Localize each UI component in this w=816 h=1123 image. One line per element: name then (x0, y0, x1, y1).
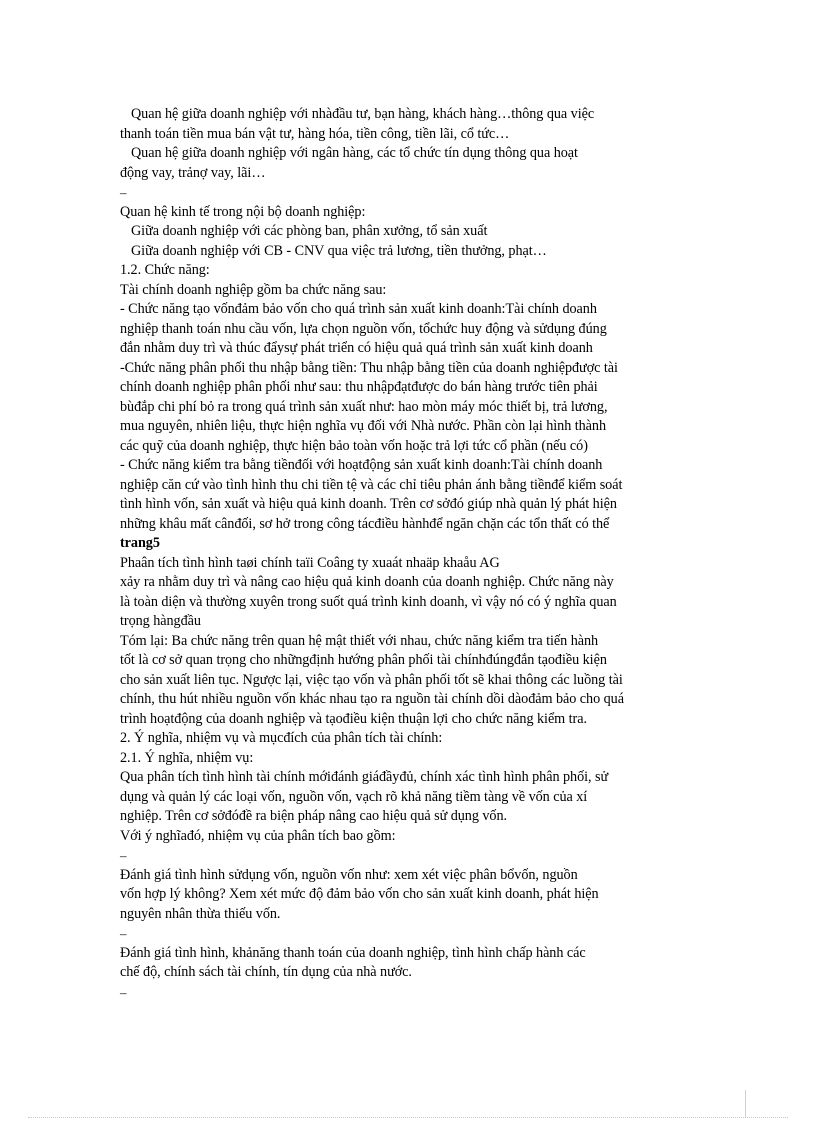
text-line: Quan hệ giữa doanh nghiệp với ngân hàng, các tổ chức tín dụng thông qua hoạt (120, 145, 567, 161)
text-line: nghiệp. Trên cơ sởđóđề ra biện pháp nâng cao hiệu quả sử dụng vốn. (120, 808, 508, 824)
document-body (120, 105, 710, 1002)
text-line: Quan hệ giữa doanh nghiệp với nhàđầu tư, bạn hàng, khách hàng…thông qua việc (120, 106, 584, 122)
text-line: tình hình vốn, sản xuất và hiệu quả kinh doanh. Trên cơ sởđó giúp nhà quản lý phát hiện (120, 496, 617, 512)
page-corner-mark (745, 1090, 746, 1117)
text-line: - Chức năng tạo vốnđảm bảo vốn cho quá trình sản xuất kinh doanh:Tài chính doanh (120, 301, 597, 317)
text-line: Giữa doanh nghiệp với CB - CNV qua việc trả lương, tiền thưởng, phạt… (120, 242, 536, 259)
dash-line: – (120, 185, 127, 200)
section-heading: 1.2. Chức năng: (120, 262, 210, 278)
text-line: - Chức năng kiểm tra bằng tiềnđối với hoạtđộng sản xuất kinh doanh:Tài chính doanh (120, 457, 603, 473)
text-line: động vay, trảnợ vay, lãi… (120, 164, 266, 181)
text-line: Qua phân tích tình hình tài chính mớiđánh giáđầyđủ, chính xác tình hình phân phối, sử (120, 769, 609, 785)
text-line: là toàn diện và thường xuyên trong suốt quá trình kinh doanh, vì vậy nó có ý nghĩa quan (120, 593, 617, 610)
text-line: trình hoạtđộng của doanh nghiệp và tạođiều kiện thuận lợi cho chức năng kiểm tra. (120, 710, 587, 727)
text-line: -Chức năng phân phối thu nhập bằng tiền: Thu nhập bằng tiền của doanh nghiệpđược tài (120, 359, 618, 376)
text-line: mua nguyên, nhiên liệu, thực hiện nghĩa vụ đối với Nhà nước. Phần còn lại hình thành (120, 418, 607, 434)
text-line: Tài chính doanh nghiệp gồm ba chức năng sau: (120, 281, 387, 298)
text-line: Với ý nghĩađó, nhiệm vụ của phân tích bao gồm: (120, 827, 396, 844)
dash-line: – (120, 926, 127, 941)
text-line: Đánh giá tình hình sửdụng vốn, nguồn vốn như: xem xét việc phân bổvốn, nguồn (120, 866, 578, 883)
text-line: bùđắp chi phí bỏ ra trong quá trình sản xuất như: hao mòn máy móc thiết bị, trả lương, (120, 398, 608, 415)
dash-line: – (120, 984, 127, 1000)
text-line: những khâu mất cânđối, sơ hở trong công tácđiều hànhđể ngăn chặn các tổn thất có thể (120, 515, 610, 532)
text-line: nghiệp thanh toán nhu cầu vốn, lựa chọn nguồn vốn, tổchức huy động và sửdụng đúng (120, 320, 607, 337)
text-line: Giữa doanh nghiệp với các phòng ban, phân xưởng, tổ sản xuất (120, 223, 477, 239)
text-line: vốn hợp lý không? Xem xét mức độ đảm bảo vốn cho sản xuất kinh doanh, phát hiện (120, 886, 599, 902)
text-line: nguyên nhân thừa thiếu vốn. (120, 905, 281, 922)
text-line: chế độ, chính sách tài chính, tín dụng của nhà nước. (120, 964, 412, 980)
page-marker: trang5 (120, 535, 160, 551)
text-line: Tóm lại: Ba chức năng trên quan hệ mật thiết với nhau, chức năng kiểm tra tiến hành (120, 632, 599, 649)
text-line: thanh toán tiền mua bán vật tư, hàng hóa, tiền công, tiền lãi, cổ tức… (120, 125, 510, 142)
text-line: các quỹ của doanh nghiệp, thực hiện bảo toàn vốn hoặc trả lợi tức cổ phần (nếu có) (120, 437, 588, 454)
text-line: Đánh giá tình hình, khảnăng thanh toán của doanh nghiệp, tình hình chấp hành các (120, 944, 586, 961)
text-line: đắn nhằm duy trì và thúc đẩysự phát triển có hiệu quả quá trình sản xuất kinh doanh (120, 340, 593, 356)
text-line: tốt là cơ sở quan trọng cho nhữngđịnh hướng phân phối tài chínhđúngđắn tạođiều kiện (120, 652, 607, 668)
text-line: nghiệp căn cứ vào tình hình thu chi tiền tệ và các chỉ tiêu phản ánh bằng tiềnđể kiểm soát (120, 476, 623, 493)
section-heading: 2.1. Ý nghĩa, nhiệm vụ: (120, 749, 254, 766)
text-line: dụng và quản lý các loại vốn, nguồn vốn, vạch rõ khả năng tiềm tàng về vốn của xí (120, 788, 588, 805)
text-line: chính doanh nghiệp phân phối như sau: thu nhậpđạtđược do bán hàng trước tiên phải (120, 379, 598, 395)
text-line: trọng hàngđầu (120, 613, 201, 629)
text-line: chính, thu hút nhiều nguồn vốn khác nhau tạo ra nguồn tài chính dồi dàođảm bảo cho quá (120, 691, 624, 707)
running-header: Phaân tích tình hình taøi chính taïi Coâng ty xuaát nhaäp khaåu AG (120, 554, 500, 571)
text-line: cho sản xuất liên tục. Ngược lại, việc tạo vốn và phân phối tốt sẽ khai thông các luồng tài (120, 671, 623, 688)
section-heading: 2. Ý nghĩa, nhiệm vụ và mụcđích của phân tích tài chính: (120, 730, 443, 746)
text-line: Quan hệ kinh tế trong nội bộ doanh nghiệp: (120, 203, 366, 220)
dash-line: – (120, 848, 127, 863)
text-line: xảy ra nhằm duy trì và nâng cao hiệu quả kinh doanh của doanh nghiệp. Chức năng này (120, 574, 614, 590)
page-bottom-rule (28, 1117, 788, 1118)
